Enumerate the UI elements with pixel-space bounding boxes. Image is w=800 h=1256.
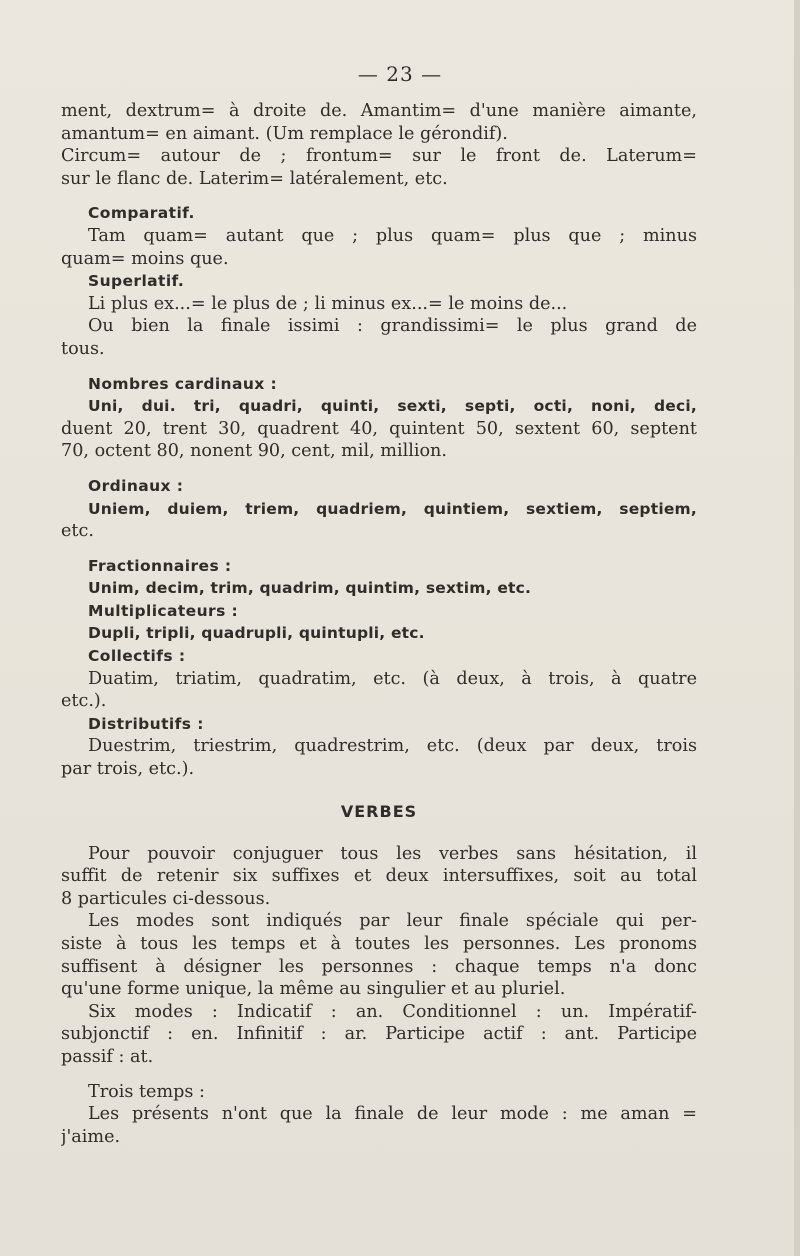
spacer <box>61 190 697 202</box>
section-heading: Distributifs : <box>88 714 204 733</box>
text-line: duent 20, trent 30, quadrent 40, quintent 50, sextent 60, septent <box>61 418 697 439</box>
spacer <box>61 463 697 475</box>
spacer <box>61 781 697 801</box>
text-line: passif : at. <box>61 1046 154 1067</box>
text-line: suffit de retenir six suffixes et deux intersuffixes, soit au total <box>61 866 697 887</box>
text-line: Les modes sont indiqués par leur finale spéciale qui per- <box>88 911 697 932</box>
text-line: amantum= en aimant. (Um remplace le gérondif). <box>61 123 508 144</box>
text-line: Circum= autour de ; frontum= sur le front de. Laterum= <box>61 146 697 167</box>
text-line: Tam quam= autant que ; plus quam= plus que ; minus <box>88 225 697 246</box>
section-heading: Nombres cardinaux : <box>88 374 278 393</box>
text-line: ment, dextrum= à droite de. Amantim= d'une manière aimante, <box>61 101 697 121</box>
text-line: 8 particules ci-dessous. <box>61 888 271 909</box>
text-line: subjonctif : en. Infinitif : ar. Participe actif : ant. Participe <box>61 1024 697 1045</box>
text-line: Uniem, duiem, triem, quadriem, quintiem, sextiem, septiem, <box>88 499 697 518</box>
text-line: Ou bien la finale issimi : grandissimi= le plus grand de <box>88 316 697 337</box>
section-heading: Collectifs : <box>88 647 186 666</box>
spacer <box>61 823 697 843</box>
text-line: Unim, decim, trim, quadrim, quintim, sextim, etc. <box>88 579 532 598</box>
text-line: siste à tous les temps et à toutes les personnes. Les pronoms <box>61 934 697 954</box>
page-number: — 23 — <box>357 62 443 86</box>
text-line: 70, octent 80, nonent 90, cent, mil, million. <box>61 441 447 462</box>
text-line: Duestrim, triestrim, quadrestrim, etc. (deux par deux, trois <box>88 736 697 757</box>
page-edge <box>794 0 800 1256</box>
spacer <box>61 1069 697 1081</box>
text-line: Six modes : Indicatif : an. Conditionnel : un. Impératif- <box>88 1001 697 1022</box>
text-line: suffisent à désigner les personnes : chaque temps n'a donc <box>61 956 697 977</box>
text-line: j'aime. <box>61 1126 121 1147</box>
text-line: Dupli, tripli, quadrupli, quintupli, etc. <box>88 624 425 643</box>
text-line: Pour pouvoir conjuguer tous les verbes sans hésitation, il <box>88 843 697 864</box>
text-line: etc.). <box>61 691 107 712</box>
spacer <box>61 361 697 373</box>
text-line: Trois temps : <box>88 1081 205 1102</box>
text-line: quam= moins que. <box>61 248 229 269</box>
body-text <box>61 100 697 1148</box>
spacer <box>61 543 697 555</box>
text-line: Uni, dui. tri, quadri, quinti, sexti, septi, octi, noni, deci, <box>88 397 697 416</box>
section-title-verbes: VERBES <box>340 801 418 821</box>
section-heading: Multiplicateurs : <box>88 601 239 620</box>
section-heading: Ordinaux : <box>88 476 184 495</box>
text-line: qu'une forme unique, la même au singulier et au pluriel. <box>61 979 566 1000</box>
text-line: Li plus ex...= le plus de ; li minus ex...= le moins de... <box>88 293 568 314</box>
text-line: Les présents n'ont que la finale de leur mode : me aman = <box>88 1104 697 1125</box>
text-line: Duatim, triatim, quadratim, etc. (à deux, à trois, à quatre <box>88 668 697 689</box>
text-line: sur le flanc de. Laterim= latéralement, etc. <box>61 168 448 189</box>
section-heading: Comparatif. <box>88 204 195 223</box>
text-line: par trois, etc.). <box>61 759 195 780</box>
text-line: tous. <box>61 338 105 359</box>
section-heading: Fractionnaires : <box>88 556 232 575</box>
section-heading: Superlatif. <box>88 272 185 291</box>
text-line: etc. <box>61 521 94 542</box>
